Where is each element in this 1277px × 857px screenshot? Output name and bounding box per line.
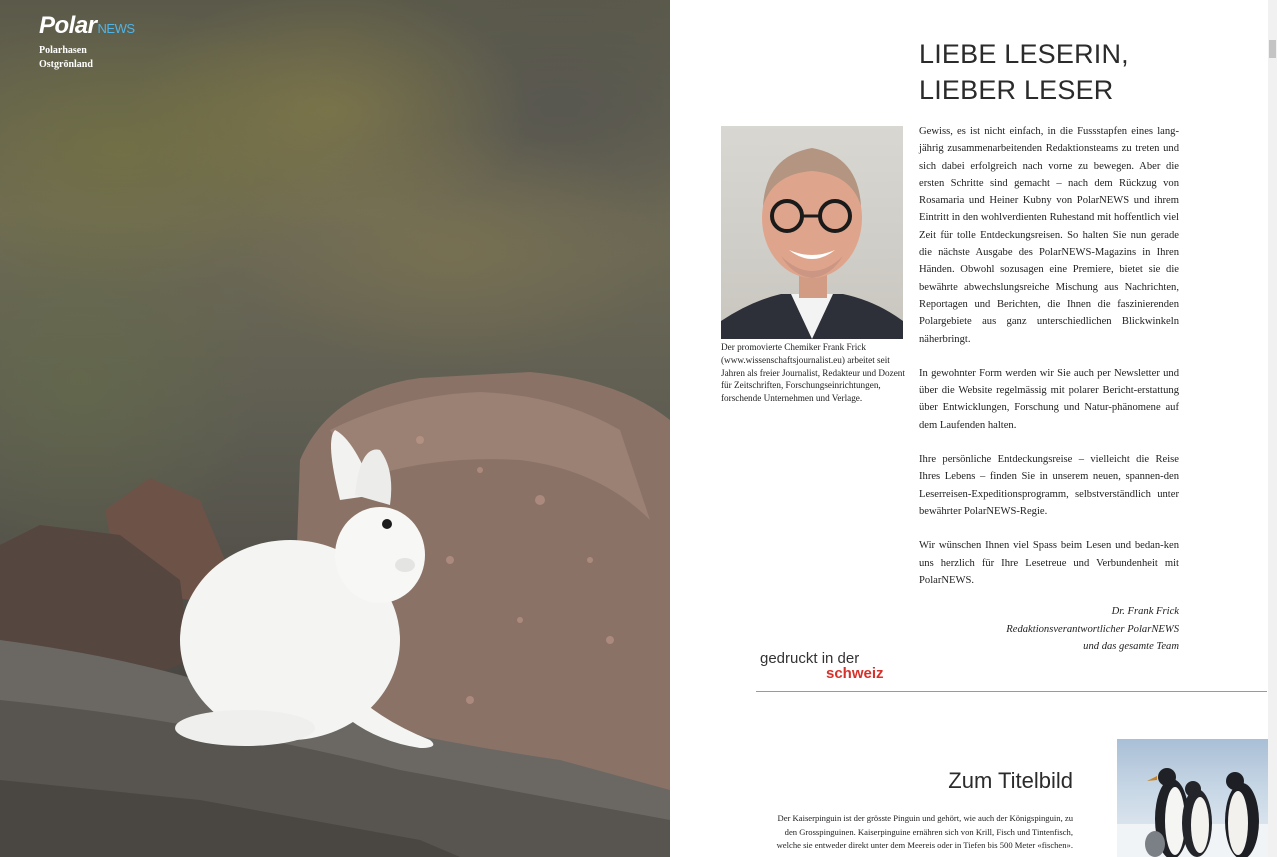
signature-name: Dr. Frank Frick (1111, 606, 1179, 617)
paragraph: Wir wünschen Ihnen viel Spass beim Lesen und bedan-ken uns herzlich für Ihre Lesetreue und Verbundenheit mit PolarNEWS. (919, 540, 1179, 586)
cover-heading: Zum Titelbild (948, 768, 1073, 793)
paragraph: In gewohnter Form werden wir Sie auch per Newsletter und über die Website regelmässig mit polarer Bericht-erstattung über Entwicklungen, Forschung und Natur-phänomene auf dem Laufenden halten. (919, 367, 1179, 431)
signature-team: und das gesamte Team (1083, 641, 1179, 652)
paragraph: Ihre persönliche Entdeckungsreise – vielleicht die Reise Ihres Lebens – finden Sie in unserem neuen, spannen-den Leserreisen-Expeditionsprogramm, selbstverständlich unter bewährter PolarNEWS-Regie. (919, 454, 1179, 517)
photo-caption (39, 44, 93, 72)
cover-description: Der Kaiserpinguin ist der grösste Pinguin und gehört, wie auch der Königspinguin, zu den Grosspinguinen. Kaiserpinguine ernähren sich von Krill, Fisch und Tintenfisch, welche sie entweder direkt unter dem Meereis oder in Tiefen bis 500 Meter «fischen». (776, 813, 1073, 850)
portrait-caption: Der promovierte Chemiker Frank Frick (www.wissenschaftsjournalist.eu) arbeitet seit Jahren als freier Journalist, Redakteur und Dozent für Zeitschriften, Forschungseinrichtungen, forschende Unternehmen und Verlage. (721, 342, 905, 404)
editorial-heading (919, 36, 1129, 108)
heading-line1: LIEBE LESERIN, (919, 39, 1129, 69)
scrollbar-thumb[interactable] (1269, 40, 1276, 58)
signature (919, 603, 1179, 656)
divider (756, 691, 1267, 692)
signature-role: Redaktionsverantwortlicher PolarNEWS (1006, 623, 1179, 635)
vertical-scrollbar[interactable] (1268, 0, 1277, 857)
photo-caption-line2: Ostgrönland (39, 59, 93, 70)
printed-in-switzerland-logo: gedruckt in der schweiz (760, 650, 884, 682)
heading-line2: LIEBER LESER (919, 75, 1114, 105)
editorial-body (919, 123, 1179, 606)
polarnews-logo: PolarNEWS (39, 12, 135, 39)
paragraph: Gewiss, es ist nicht einfach, in die Fussstapfen eines lang-jährig zusammenarbeitenden Redaktionsteams zu treten und sich dabei erfolgreich nach vorne zu bewegen. Aber die ersten Schritte sind gemacht – nach dem Rückzug von Rosamaria und Heiner Kubny von PolarNEWS und ihrem Eintritt in den wohlverdienten Ruhestand mit hoffentlich viel Zeit für tolle Entdeckungsreisen. So halten Sie nun gerade die nächste Ausgabe des PolarNEWS-Magazins in Ihren Händen. Obwohl sozusagen eine Premiere, bietet sie die bewährte abwechslungsreiche Mischung aus Nachrichten, Reportagen und Berichten, die Ihnen die faszinierenden Polargebiete aus ganz unterschiedlichen Blickwinkeln näherbringt. (919, 126, 1179, 345)
author-portrait (721, 126, 903, 339)
photo-caption-line1: Polarhasen (39, 45, 87, 56)
emperor-penguin-photo (1117, 739, 1268, 857)
